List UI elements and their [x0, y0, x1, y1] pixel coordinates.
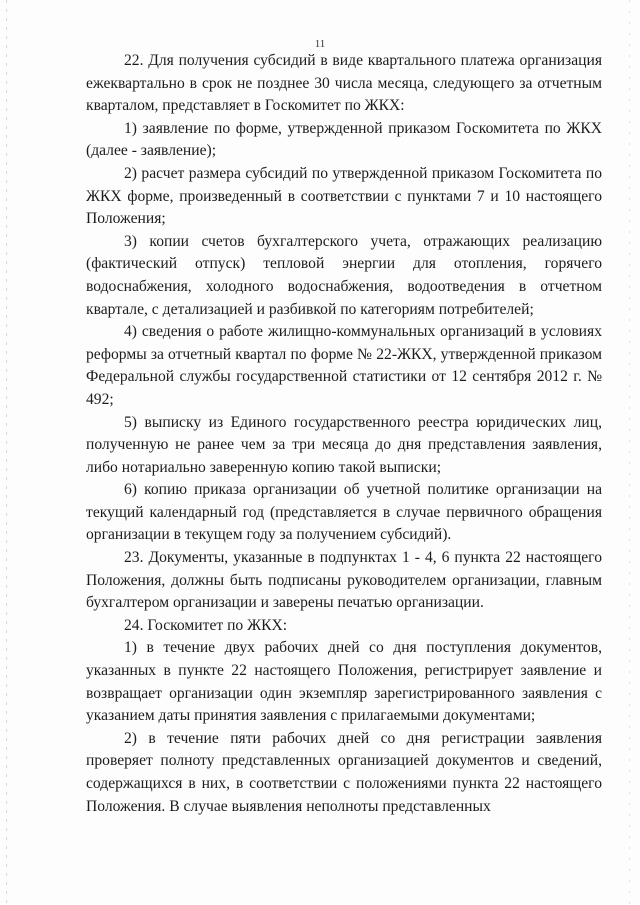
subparagraph-22-5: 5) выписку из Единого государственного реестра юридических лиц, полученную не ранее чем за три месяца до дня представления заявления, либо нотариально заверенную копию такой выписки; [86, 413, 602, 476]
paragraph-24: 24. Госкомитет по ЖКХ: [124, 616, 288, 634]
page-number: 11 [314, 38, 326, 50]
subparagraph-22-3: 3) копии счетов бухгалтерского учета, отражающих реализацию (фактический отпуск) тепловой энергии для отопления, горячего водоснабжения, холодного водоснабжения, водоотведения в отчетном квартале, с детализацией и разбивкой по категориям потребителей; [86, 232, 602, 318]
document-body [86, 50, 602, 818]
paragraph-23: 23. Документы, указанные в подпунктах 1 - 4, 6 пункта 22 настоящего Положения, должны быть подписаны руководителем организации, главным бухгалтером организации и заверены печатью организации. [86, 549, 602, 612]
subparagraph-22-1: 1) заявление по форме, утвержденной приказом Госкомитета по ЖКХ (далее - заявление); [86, 119, 602, 160]
subparagraph-22-4: 4) сведения о работе жилищно-коммунальных организаций в условиях реформы за отчетный квартал по форме № 22-ЖКХ, утвержденной приказом Федеральной службы государственной статистики от 12 сентября 2012 г. № 492; [86, 323, 602, 408]
paragraph-22: 22. Для получения субсидий в виде квартального платежа организация ежеквартально в срок не позднее 30 числа месяца, следующего за отчетным кварталом, представляет в Госкомитет по ЖКХ: [86, 52, 602, 115]
subparagraph-24-2: 2) в течение пяти рабочих дней со дня регистрации заявления проверяет полноту представленных организацией документов и сведений, содержащихся в них, в соответствии с положениями пункта 22 настоящего Положения. В случае выявления неполноты представленных [86, 729, 602, 815]
subparagraph-24-1: 1) в течение двух рабочих дней со дня поступления документов, указанных в пункте 22 настоящего Положения, регистрирует заявление и возвращает организации один экземпляр зарегистрированного заявления с указанием даты принятия заявления с прилагаемыми документами; [86, 639, 602, 725]
subparagraph-22-6: 6) копию приказа организации об учетной политике организации на текущий календарный год (представляется в случае первичного обращения организации в текущем году за получением субсидий). [86, 481, 602, 544]
scan-edge-right [629, 0, 630, 905]
subparagraph-22-2: 2) расчет размера субсидий по утвержденной приказом Госкомитета по ЖКХ форме, произведенный в соответствии с пунктами 7 и 10 настоящего Положения; [86, 164, 602, 228]
scan-edge-left [6, 0, 7, 905]
